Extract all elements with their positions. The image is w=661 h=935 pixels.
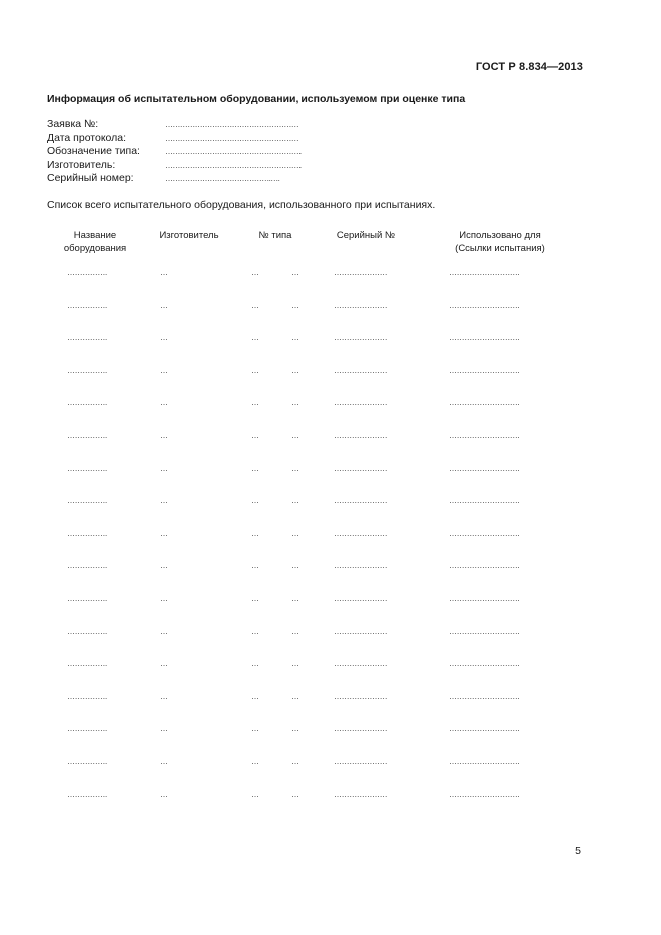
table-cell-type1: …	[251, 756, 259, 766]
table-cell-used: ……………………….	[449, 496, 520, 506]
table-row	[0, 627, 661, 660]
table-cell-name: …………….	[67, 496, 107, 506]
table-cell-used: ……………………….	[449, 365, 520, 375]
table-row	[0, 692, 661, 725]
page-number: 5	[575, 845, 581, 857]
table-cell-maker: …	[160, 268, 168, 277]
table-cell-type1: …	[251, 496, 259, 506]
field-label: Изготовитель:	[47, 158, 116, 171]
table-cell-serial: …………………	[334, 430, 388, 440]
table-row	[0, 790, 661, 823]
table-cell-serial: …………………	[334, 463, 388, 473]
table-cell-maker: …	[160, 724, 168, 734]
table-cell-name: …………….	[67, 463, 107, 473]
table-cell-maker: …	[160, 365, 168, 375]
document-code: ГОСТ Р 8.834—2013	[475, 61, 583, 73]
field-value: ………………………………………………	[165, 120, 299, 129]
table-cell-maker: …	[160, 528, 168, 538]
table-cell-type1: …	[251, 333, 259, 343]
field-value: …………………………………….….	[165, 174, 280, 183]
table-cell-maker: …	[160, 333, 168, 343]
table-cell-type1: …	[251, 789, 259, 799]
table-cell-used: ……………………….	[449, 659, 520, 669]
table-cell-maker: …	[160, 561, 168, 571]
header-line: оборудования	[63, 243, 127, 254]
field-protocol-date	[47, 132, 367, 146]
table-row	[0, 496, 661, 529]
table-cell-serial: …………………	[334, 756, 388, 766]
table-cell-used: ……………………….	[449, 528, 520, 538]
table-cell-maker: …	[160, 789, 168, 799]
table-cell-type1: …	[251, 659, 259, 669]
table-cell-used: ……………………….	[449, 300, 520, 310]
table-cell-type2: …	[291, 626, 299, 636]
table-cell-serial: …………………	[334, 333, 388, 343]
table-row	[0, 431, 661, 464]
field-application-number	[47, 118, 367, 132]
table-cell-maker: …	[160, 300, 168, 310]
table-cell-name: …………….	[67, 593, 107, 603]
table-cell-serial: …………………	[334, 724, 388, 734]
header-used-for	[445, 229, 555, 255]
header-line: (Ссылки испытания)	[455, 243, 545, 254]
list-caption: Список всего испытательного оборудования, использованного при испытаниях.	[47, 199, 436, 211]
field-label: Заявка №:	[47, 118, 99, 130]
table-cell-used: ……………………….	[449, 430, 520, 440]
table-cell-name: …………….	[67, 365, 107, 375]
table-cell-serial: …………………	[334, 659, 388, 669]
field-label: Обозначение типа:	[47, 145, 140, 157]
header-equipment-name	[55, 229, 135, 255]
table-row	[0, 464, 661, 497]
table-cell-maker: …	[160, 593, 168, 603]
table-cell-type1: …	[251, 463, 259, 473]
table-cell-type2: …	[291, 463, 299, 473]
table-cell-type1: …	[251, 398, 259, 408]
table-cell-used: ……………………….	[449, 756, 520, 766]
table-cell-maker: …	[160, 496, 168, 506]
table-row	[0, 268, 661, 301]
table-cell-type2: …	[291, 268, 299, 277]
field-serial-number	[47, 172, 367, 186]
table-row	[0, 757, 661, 790]
table-cell-used: ……………………….	[449, 398, 520, 408]
table-cell-serial: …………………	[334, 268, 388, 277]
table-row	[0, 529, 661, 562]
table-cell-used: ……………………….	[449, 463, 520, 473]
table-cell-name: …………….	[67, 756, 107, 766]
header-line: Использовано для	[459, 230, 541, 241]
table-cell-type2: …	[291, 365, 299, 375]
table-row	[0, 594, 661, 627]
info-fields	[47, 118, 367, 186]
table-cell-name: …………….	[67, 789, 107, 799]
table-cell-name: …………….	[67, 528, 107, 538]
table-cell-type2: …	[291, 789, 299, 799]
table-cell-name: …………….	[67, 333, 107, 343]
table-cell-used: ……………………….	[449, 268, 520, 277]
table-cell-serial: …………………	[334, 691, 388, 701]
table-row	[0, 561, 661, 594]
table-cell-serial: …………………	[334, 365, 388, 375]
table-cell-type1: …	[251, 561, 259, 571]
table-cell-name: …………….	[67, 300, 107, 310]
table-cell-name: …………….	[67, 691, 107, 701]
table-cell-serial: …………………	[334, 593, 388, 603]
table-body	[0, 268, 661, 822]
table-cell-name: …………….	[67, 659, 107, 669]
table-cell-serial: …………………	[334, 561, 388, 571]
table-cell-type1: …	[251, 430, 259, 440]
table-cell-type2: …	[291, 333, 299, 343]
table-cell-serial: …………………	[334, 496, 388, 506]
table-cell-name: …………….	[67, 626, 107, 636]
table-cell-used: ……………………….	[449, 789, 520, 799]
section-title: Информация об испытательном оборудовании, используемом при оценке типа	[47, 93, 466, 105]
table-cell-maker: …	[160, 756, 168, 766]
table-cell-serial: …………………	[334, 300, 388, 310]
table-cell-maker: …	[160, 430, 168, 440]
table-cell-used: ……………………….	[449, 333, 520, 343]
table-cell-name: …………….	[67, 398, 107, 408]
table-header	[0, 229, 661, 259]
field-value: ………………………………………………	[165, 133, 299, 143]
header-type-number: № типа	[258, 230, 292, 241]
field-manufacturer	[47, 159, 367, 173]
table-cell-name: …………….	[67, 724, 107, 734]
field-label: Дата протокола:	[47, 131, 127, 144]
header-manufacturer: Изготовитель	[159, 230, 219, 241]
table-cell-name: …………….	[67, 430, 107, 440]
table-cell-type2: …	[291, 496, 299, 506]
table-cell-serial: …………………	[334, 398, 388, 408]
table-cell-used: ……………………….	[449, 691, 520, 701]
table-row	[0, 659, 661, 692]
table-cell-type2: …	[291, 691, 299, 701]
header-serial-number: Серийный №	[336, 230, 396, 241]
field-value: ………………………………………………..	[165, 147, 302, 156]
field-type-designation	[47, 145, 367, 159]
table-cell-type1: …	[251, 724, 259, 734]
table-cell-type2: …	[291, 398, 299, 408]
table-cell-type2: …	[291, 593, 299, 603]
field-label: Серийный номер:	[47, 172, 134, 184]
table-cell-type1: …	[251, 528, 259, 538]
table-cell-type2: …	[291, 561, 299, 571]
table-cell-type1: …	[251, 593, 259, 603]
table-cell-type1: …	[251, 626, 259, 636]
table-cell-type2: …	[291, 724, 299, 734]
table-row	[0, 366, 661, 399]
table-cell-maker: …	[160, 691, 168, 701]
table-cell-used: ……………………….	[449, 561, 520, 571]
table-cell-type2: …	[291, 756, 299, 766]
table-cell-used: ……………………….	[449, 724, 520, 734]
table-cell-serial: …………………	[334, 789, 388, 799]
table-cell-type2: …	[291, 300, 299, 310]
table-cell-serial: …………………	[334, 528, 388, 538]
table-cell-type2: …	[291, 659, 299, 669]
table-cell-type1: …	[251, 365, 259, 375]
table-cell-type2: …	[291, 430, 299, 440]
table-row	[0, 301, 661, 334]
table-cell-maker: …	[160, 463, 168, 473]
table-cell-name: …………….	[67, 268, 107, 277]
table-row	[0, 724, 661, 757]
table-cell-maker: …	[160, 659, 168, 669]
header-line: Название	[73, 230, 117, 241]
table-cell-type1: …	[251, 268, 259, 277]
table-row	[0, 398, 661, 431]
table-cell-type2: …	[291, 528, 299, 538]
field-value: ………………………………………………..	[165, 160, 302, 170]
table-cell-name: …………….	[67, 561, 107, 571]
table-cell-maker: …	[160, 626, 168, 636]
table-cell-type1: …	[251, 691, 259, 701]
table-row	[0, 333, 661, 366]
table-cell-serial: …………………	[334, 626, 388, 636]
table-cell-type1: …	[251, 300, 259, 310]
table-cell-maker: …	[160, 398, 168, 408]
table-cell-used: ……………………….	[449, 593, 520, 603]
table-cell-used: ……………………….	[449, 626, 520, 636]
